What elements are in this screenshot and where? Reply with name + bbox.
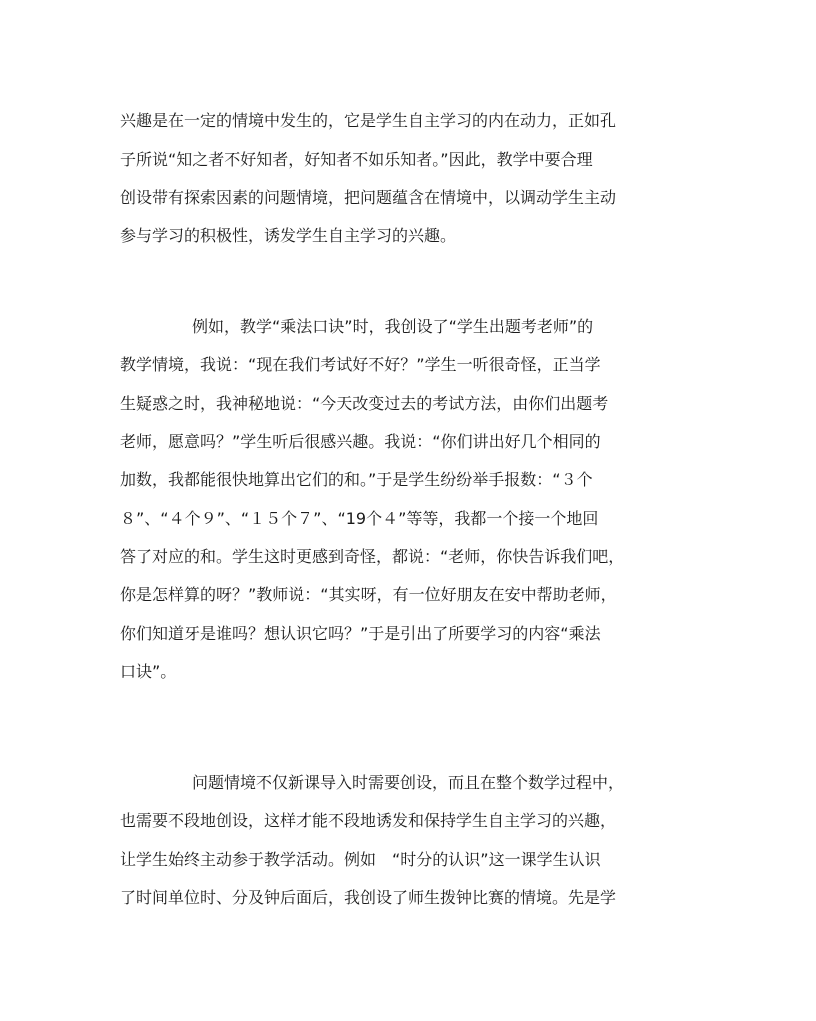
paragraph-line: 让学生始终主动参于教学活动。例如 “时分的认识”这一课学生认识 (120, 850, 601, 869)
paragraph-line: 加数，我都能很快地算出它们的和。”于是学生纷纷举手报数：“３个 (120, 470, 593, 489)
paragraph-line: 口诀”。 (120, 662, 177, 681)
paragraph-line: 了时间单位时、分及钟后面后，我创设了师生拨钟比赛的情境。先是学 (120, 888, 617, 907)
paragraph-line: 子所说“知之者不好知者，好知者不如乐知者。”因此，教学中要合理 (120, 150, 593, 169)
paragraph-line: 教学情境，我说：“现在我们考试好不好？”学生一听很奇怪，正当学 (120, 355, 601, 374)
paragraph-line: 老师，愿意吗？”学生听后很感兴趣。我说：“你们讲出好几个相同的 (120, 432, 601, 451)
paragraph-line: 你们知道牙是谁吗？想认识它吗？”于是引出了所要学习的内容“乘法 (120, 624, 601, 643)
paragraph-line: 例如，教学“乘法口诀”时，我创设了“学生出题考老师”的 (192, 317, 594, 336)
paragraph-line: ８”、“４个９”、“１５个７”、“19个４”等等，我都一个接一个地回 (120, 509, 599, 528)
paragraph-line: 问题情境不仅新课导入时需要创设，而且在整个数学过程中， (192, 773, 625, 792)
paragraph-line: 你是怎样算的呀？”教师说：“其实呀，有一位好朋友在安中帮助老师， (120, 585, 617, 604)
paragraph-line: 创设带有探索因素的问题情境，把问题蕴含在情境中，以调动学生主动 (120, 188, 617, 207)
paragraph-line: 也需要不段地创设，这样才能不段地诱发和保持学生自主学习的兴趣， (120, 811, 617, 830)
paragraph-line: 答了对应的和。学生这时更感到奇怪，都说：“老师，你快告诉我们吧， (120, 547, 625, 566)
paragraph-line: 参与学习的积极性，诱发学生自主学习的兴趣。 (120, 226, 457, 245)
paragraph-line: 生疑惑之时，我神秘地说：“今天改变过去的考试方法，由你们出题考 (120, 394, 609, 413)
paragraph-line: 兴趣是在一定的情境中发生的，它是学生自主学习的内在动力，正如孔 (120, 111, 617, 130)
